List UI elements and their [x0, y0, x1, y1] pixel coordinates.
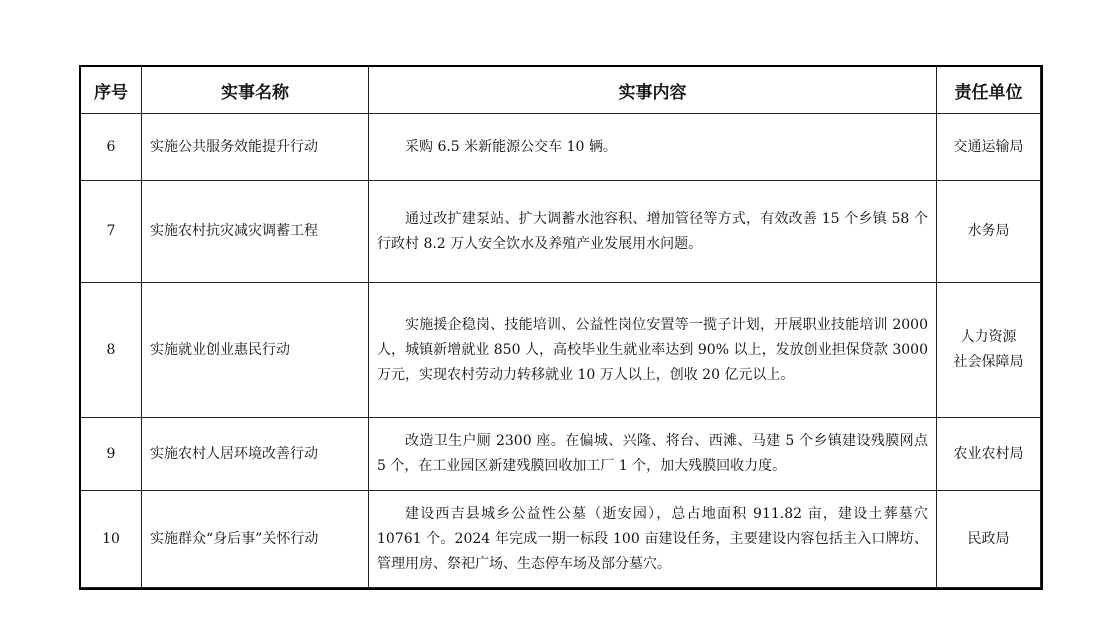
row-unit: [937, 283, 1041, 418]
row-unit: [937, 418, 1041, 491]
table-body: [81, 114, 1041, 588]
row-unit: [937, 114, 1041, 181]
row-content: 采购 6.5 米新能源公交车 10 辆。: [369, 114, 937, 181]
row-no: 6: [81, 114, 142, 181]
row-content: 建设西吉县城乡公益性公墓（逝安园），总占地面积 911.82 亩，建设土葬墓穴 10761 个。2024 年完成一期一标段 100 亩建设任务，主要建设内容包括主入口牌坊、管理用房、祭祀广场、生态停车场及部分墓穴。: [369, 491, 937, 588]
unit-line: 农业农村局: [953, 445, 1024, 462]
header-name: 实事名称: [142, 67, 369, 114]
unit-line: 民政局: [967, 530, 1010, 547]
row-no: 9: [81, 418, 142, 491]
row-name: 实施公共服务效能提升行动: [142, 114, 369, 181]
projects-table: [80, 66, 1041, 588]
table-row: [81, 283, 1041, 418]
row-no: 10: [81, 491, 142, 588]
row-no: 7: [81, 181, 142, 283]
row-content: 通过改扩建泵站、扩大调蓄水池容积、增加管径等方式，有效改善 15 个乡镇 58 个行政村 8.2 万人安全饮水及养殖产业发展用水问题。: [369, 181, 937, 283]
header-row: [81, 67, 1041, 114]
row-name: 实施群众“身后事”关怀行动: [142, 491, 369, 588]
table-row: [81, 114, 1041, 181]
unit-line: 人力资源: [960, 329, 1017, 345]
unit-line: 交通运输局: [953, 138, 1024, 155]
row-unit: [937, 491, 1041, 588]
unit-line: 社会保障局: [953, 354, 1024, 370]
header-unit: 责任单位: [937, 67, 1041, 114]
header-content: 实事内容: [369, 67, 937, 114]
table-row: [81, 418, 1041, 491]
table-row: [81, 491, 1041, 588]
row-name: 实施农村抗灾减灾调蓄工程: [142, 181, 369, 283]
table-row: [81, 181, 1041, 283]
row-name: 实施就业创业惠民行动: [142, 283, 369, 418]
unit-line: 水务局: [967, 223, 1010, 239]
header-no: 序号: [81, 67, 142, 114]
row-name: 实施农村人居环境改善行动: [142, 418, 369, 491]
row-unit: [937, 181, 1041, 283]
table-header: [81, 67, 1041, 114]
row-no: 8: [81, 283, 142, 418]
row-content: 实施援企稳岗、技能培训、公益性岗位安置等一揽子计划，开展职业技能培训 2000 人，城镇新增就业 850 人，高校毕业生就业率达到 90% 以上，发放创业担保贷款 3000 万元，实现农村劳动力转移就业 10 万人以上，创收 20 亿元以上。: [369, 283, 937, 418]
row-content: 改造卫生户厕 2300 座。在偏城、兴隆、将台、西滩、马建 5 个乡镇建设残膜网点 5 个，在工业园区新建残膜回收加工厂 1 个，加大残膜回收力度。: [369, 418, 937, 491]
